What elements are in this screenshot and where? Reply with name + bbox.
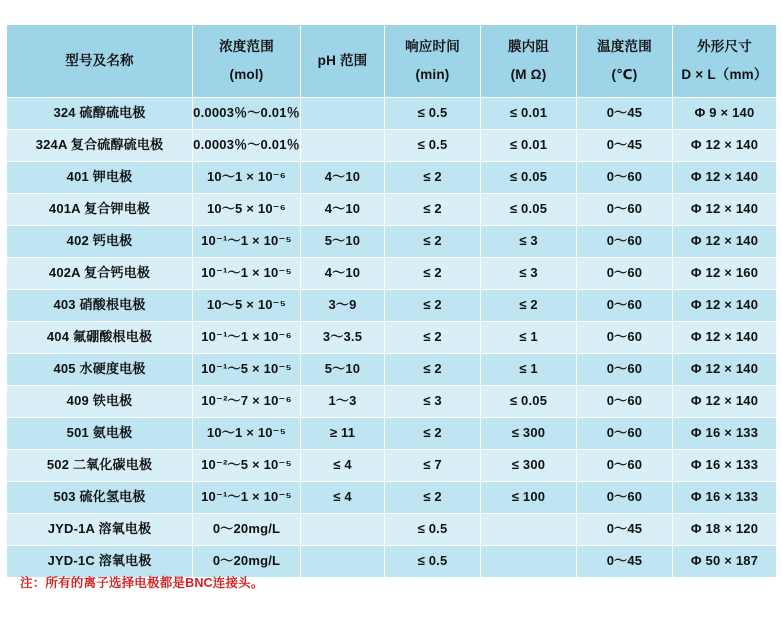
cell-ph-range: 4～10 [301,194,385,226]
cell-dimensions: Φ 12 × 160 [673,258,777,290]
cell-model-name: 324 硫醇硫电极 [7,98,193,130]
column-header-dimensions-line1: 外形尺寸 [697,38,752,54]
footnote: 注：所有的离子选择电极都是BNC连接头。 [20,576,264,590]
cell-concentration: 0～20mg/L [193,514,301,546]
cell-membrane-resistance: ≤ 0.05 [481,386,577,418]
cell-model-name: 402 钙电极 [7,226,193,258]
cell-model-name: 405 水硬度电极 [7,354,193,386]
cell-temperature-range: 0～60 [577,386,673,418]
cell-temperature-range: 0～45 [577,98,673,130]
column-header-concentration-line1: 浓度范围 [219,38,274,54]
cell-response-time: ≤ 0.5 [385,130,481,162]
table-row [7,354,777,386]
column-header-membrane-resistance-line1: 膜内阻 [507,38,550,54]
cell-response-time: ≤ 2 [385,290,481,322]
table-body [7,98,777,578]
cell-response-time: ≤ 0.5 [385,98,481,130]
cell-response-time: ≤ 2 [385,162,481,194]
cell-dimensions: Φ 16 × 133 [673,482,777,514]
column-header-model-name-line1: 型号及名称 [65,52,134,68]
cell-concentration: 10～5 × 10⁻⁶ [193,194,301,226]
cell-membrane-resistance [481,514,577,546]
cell-response-time: ≤ 2 [385,482,481,514]
column-header-membrane-resistance-line2: (M Ω) [510,66,547,82]
cell-concentration: 10⁻¹～1 × 10⁻⁵ [193,226,301,258]
cell-dimensions: Φ 9 × 140 [673,98,777,130]
table-row [7,130,777,162]
cell-response-time: ≤ 3 [385,386,481,418]
cell-temperature-range: 0～60 [577,354,673,386]
cell-concentration: 10～1 × 10⁻⁶ [193,162,301,194]
column-header-dimensions-line2: D × L（mm） [681,66,768,82]
cell-concentration: 0.0003％～0.01％ [193,98,301,130]
cell-membrane-resistance: ≤ 0.05 [481,194,577,226]
cell-dimensions: Φ 16 × 133 [673,418,777,450]
cell-membrane-resistance: ≤ 0.01 [481,130,577,162]
cell-model-name: JYD-1A 溶氧电极 [7,514,193,546]
cell-temperature-range: 0～60 [577,194,673,226]
cell-membrane-resistance: ≤ 0.05 [481,162,577,194]
cell-ph-range: 4～10 [301,162,385,194]
cell-model-name: 501 氨电极 [7,418,193,450]
cell-model-name: 324A 复合硫醇硫电极 [7,130,193,162]
cell-concentration: 10⁻¹～1 × 10⁻⁵ [193,258,301,290]
cell-ph-range: 4～10 [301,258,385,290]
cell-concentration: 0.0003％～0.01％ [193,130,301,162]
cell-temperature-range: 0～60 [577,226,673,258]
cell-dimensions: Φ 12 × 140 [673,162,777,194]
column-header-concentration-line2: (mol) [229,66,264,82]
cell-model-name: 401 钾电极 [7,162,193,194]
cell-response-time: ≤ 2 [385,258,481,290]
cell-temperature-range: 0～60 [577,418,673,450]
cell-response-time: ≤ 7 [385,450,481,482]
cell-membrane-resistance: ≤ 0.01 [481,98,577,130]
cell-ph-range [301,546,385,578]
column-header-response-time [385,25,481,98]
table-row [7,482,777,514]
cell-ph-range: ≤ 4 [301,482,385,514]
cell-concentration: 10⁻²～5 × 10⁻⁵ [193,450,301,482]
cell-response-time: ≤ 0.5 [385,546,481,578]
cell-membrane-resistance: ≤ 300 [481,418,577,450]
cell-temperature-range: 0～45 [577,546,673,578]
table-row [7,162,777,194]
cell-concentration: 10～5 × 10⁻⁵ [193,290,301,322]
table-header [7,25,777,98]
cell-temperature-range: 0～60 [577,290,673,322]
electrode-specification-table [6,24,777,578]
cell-membrane-resistance [481,546,577,578]
cell-temperature-range: 0～45 [577,514,673,546]
column-header-dimensions [673,25,777,98]
cell-model-name: 503 硫化氢电极 [7,482,193,514]
cell-dimensions: Φ 12 × 140 [673,354,777,386]
table-row [7,194,777,226]
column-header-ph-range-line1: pH 范围 [317,52,368,68]
cell-ph-range: ≥ 11 [301,418,385,450]
cell-membrane-resistance: ≤ 3 [481,258,577,290]
cell-concentration: 10⁻¹～1 × 10⁻⁵ [193,482,301,514]
cell-concentration: 10⁻¹～1 × 10⁻⁶ [193,322,301,354]
cell-membrane-resistance: ≤ 3 [481,226,577,258]
cell-model-name: 404 氟硼酸根电极 [7,322,193,354]
cell-dimensions: Φ 16 × 133 [673,450,777,482]
cell-response-time: ≤ 2 [385,226,481,258]
table-row [7,290,777,322]
cell-membrane-resistance: ≤ 300 [481,450,577,482]
cell-ph-range: 3～3.5 [301,322,385,354]
cell-ph-range: ≤ 4 [301,450,385,482]
cell-response-time: ≤ 2 [385,322,481,354]
table-row [7,258,777,290]
cell-model-name: 502 二氧化碳电极 [7,450,193,482]
table-row [7,322,777,354]
cell-membrane-resistance: ≤ 2 [481,290,577,322]
cell-ph-range [301,130,385,162]
column-header-response-time-line1: 响应时间 [405,38,460,54]
cell-response-time: ≤ 2 [385,194,481,226]
column-header-temperature-range [577,25,673,98]
cell-model-name: 401A 复合钾电极 [7,194,193,226]
table-row [7,514,777,546]
cell-response-time: ≤ 2 [385,354,481,386]
cell-dimensions: Φ 12 × 140 [673,290,777,322]
column-header-temperature-range-line2: (℃) [611,66,638,82]
cell-response-time: ≤ 2 [385,418,481,450]
cell-response-time: ≤ 0.5 [385,514,481,546]
column-header-concentration [193,25,301,98]
cell-temperature-range: 0～60 [577,258,673,290]
cell-dimensions: Φ 18 × 120 [673,514,777,546]
column-header-temperature-range-line1: 温度范围 [597,38,652,54]
cell-ph-range: 1～3 [301,386,385,418]
cell-model-name: 409 铁电极 [7,386,193,418]
cell-concentration: 10⁻¹～5 × 10⁻⁵ [193,354,301,386]
cell-dimensions: Φ 12 × 140 [673,226,777,258]
column-header-ph-range [301,25,385,98]
cell-ph-range [301,98,385,130]
table-row [7,418,777,450]
cell-dimensions: Φ 12 × 140 [673,130,777,162]
column-header-model-name [7,25,193,98]
cell-model-name: 402A 复合钙电极 [7,258,193,290]
cell-membrane-resistance: ≤ 1 [481,322,577,354]
table-header-row [7,25,777,98]
cell-temperature-range: 0～45 [577,130,673,162]
cell-membrane-resistance: ≤ 100 [481,482,577,514]
column-header-response-time-line2: (min) [415,66,450,82]
cell-ph-range [301,514,385,546]
column-header-membrane-resistance [481,25,577,98]
cell-model-name: JYD-1C 溶氧电极 [7,546,193,578]
cell-ph-range: 5～10 [301,354,385,386]
cell-temperature-range: 0～60 [577,482,673,514]
table-row [7,98,777,130]
cell-dimensions: Φ 12 × 140 [673,194,777,226]
cell-dimensions: Φ 12 × 140 [673,322,777,354]
cell-concentration: 10～1 × 10⁻⁵ [193,418,301,450]
cell-temperature-range: 0～60 [577,450,673,482]
cell-membrane-resistance: ≤ 1 [481,354,577,386]
cell-temperature-range: 0～60 [577,162,673,194]
table-row [7,386,777,418]
cell-model-name: 403 硝酸根电极 [7,290,193,322]
cell-concentration: 0～20mg/L [193,546,301,578]
cell-ph-range: 5～10 [301,226,385,258]
cell-ph-range: 3～9 [301,290,385,322]
table-row [7,450,777,482]
table-row [7,226,777,258]
cell-dimensions: Φ 12 × 140 [673,386,777,418]
cell-temperature-range: 0～60 [577,322,673,354]
cell-concentration: 10⁻²～7 × 10⁻⁶ [193,386,301,418]
cell-dimensions: Φ 50 × 187 [673,546,777,578]
